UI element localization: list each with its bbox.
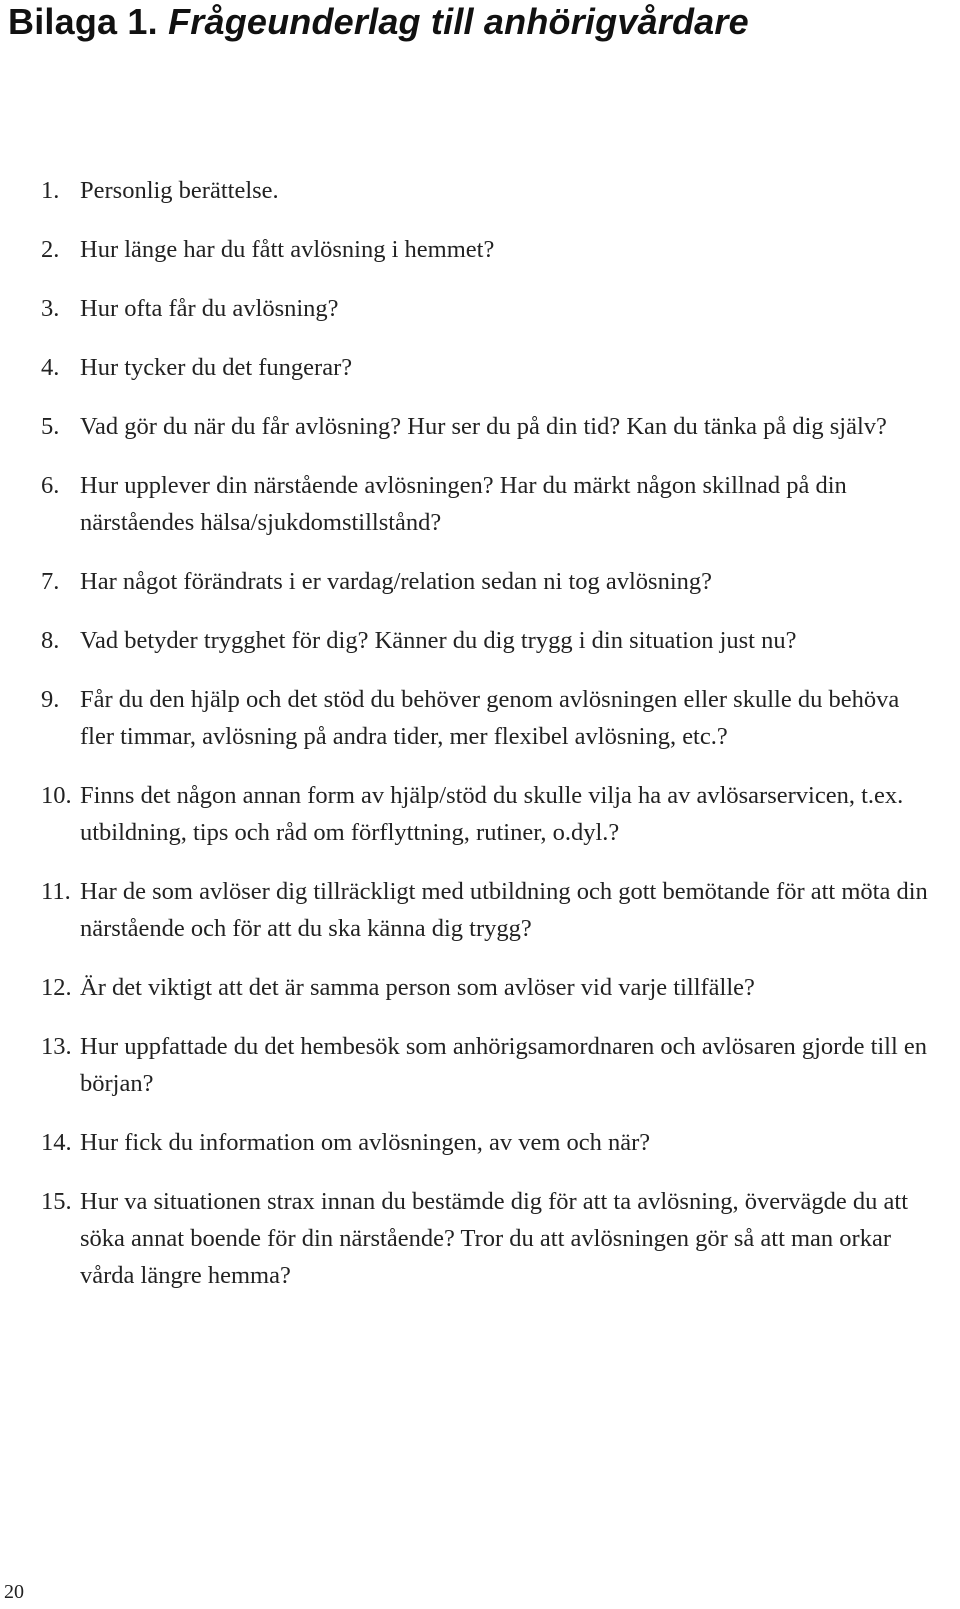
question-text: Personlig berättelse.	[80, 177, 279, 204]
question-item	[0, 681, 960, 755]
question-item	[0, 1124, 960, 1161]
question-item	[0, 1028, 960, 1102]
question-text: Finns det någon annan form av hjälp/stöd du skulle vilja ha av avlösarservicen, t.ex. utbildning, tips och råd om förflyttning, rutiner, o.dyl.?	[80, 782, 904, 846]
question-text: Har de som avlöser dig tillräckligt med utbildning och gott bemötande för att möta din närstående och för att du ska känna dig trygg?	[80, 878, 928, 942]
question-number: 4.	[41, 354, 60, 381]
question-text: Får du den hjälp och det stöd du behöver genom avlösningen eller skulle du behöva fler timmar, avlösning på andra tider, mer flexibel avlösning, etc.?	[80, 686, 900, 750]
question-text: Hur uppfattade du det hembesök som anhörigsamordnaren och avlösaren gjorde till en början?	[80, 1033, 928, 1097]
question-text: Vad gör du när du får avlösning? Hur ser du på din tid? Kan du tänka på dig själv?	[80, 413, 887, 440]
question-item	[0, 172, 960, 209]
question-number: 13.	[41, 1033, 72, 1060]
question-item	[0, 563, 960, 600]
question-item	[0, 1183, 960, 1294]
question-text: Hur fick du information om avlösningen, av vem och när?	[80, 1129, 651, 1156]
question-text: Hur tycker du det fungerar?	[80, 354, 353, 381]
question-number: 11.	[41, 878, 71, 905]
page-title	[8, 0, 749, 44]
question-item	[0, 290, 960, 327]
question-item	[0, 349, 960, 386]
title-prefix: Bilaga 1.	[8, 1, 158, 42]
question-item	[0, 969, 960, 1006]
question-text: Är det viktigt att det är samma person som avlöser vid varje tillfälle?	[80, 974, 755, 1001]
question-number: 14.	[41, 1129, 72, 1156]
question-text: Hur länge har du fått avlösning i hemmet?	[80, 236, 495, 263]
question-item	[0, 777, 960, 851]
question-text: Vad betyder trygghet för dig? Känner du dig trygg i din situation just nu?	[80, 627, 797, 654]
question-number: 10.	[41, 782, 72, 809]
question-item	[0, 408, 960, 445]
question-number: 2.	[41, 236, 60, 263]
question-item	[0, 873, 960, 947]
question-number: 5.	[41, 413, 60, 440]
question-item	[0, 467, 960, 541]
title-text: Frågeunderlag till anhörigvårdare	[168, 1, 749, 42]
question-text: Hur ofta får du avlösning?	[80, 295, 339, 322]
question-number: 1.	[41, 177, 60, 204]
question-number: 9.	[41, 686, 60, 713]
question-number: 15.	[41, 1188, 72, 1215]
question-text: Har något förändrats i er vardag/relation sedan ni tog avlösning?	[80, 568, 713, 595]
question-number: 8.	[41, 627, 60, 654]
question-item	[0, 622, 960, 659]
question-text: Hur va situationen strax innan du bestämde dig för att ta avlösning, övervägde du att söka annat boende för din närstående? Tror du att avlösningen gör så att man orkar vårda längre hemma?	[80, 1188, 909, 1289]
question-list	[0, 172, 960, 1316]
question-number: 6.	[41, 472, 60, 499]
question-item	[0, 231, 960, 268]
question-number: 7.	[41, 568, 60, 595]
page-number: 20	[4, 1581, 24, 1603]
question-number: 12.	[41, 974, 72, 1001]
question-text: Hur upplever din närstående avlösningen? Har du märkt någon skillnad på din närståendes hälsa/sjukdomstillstånd?	[80, 472, 847, 536]
question-number: 3.	[41, 295, 60, 322]
